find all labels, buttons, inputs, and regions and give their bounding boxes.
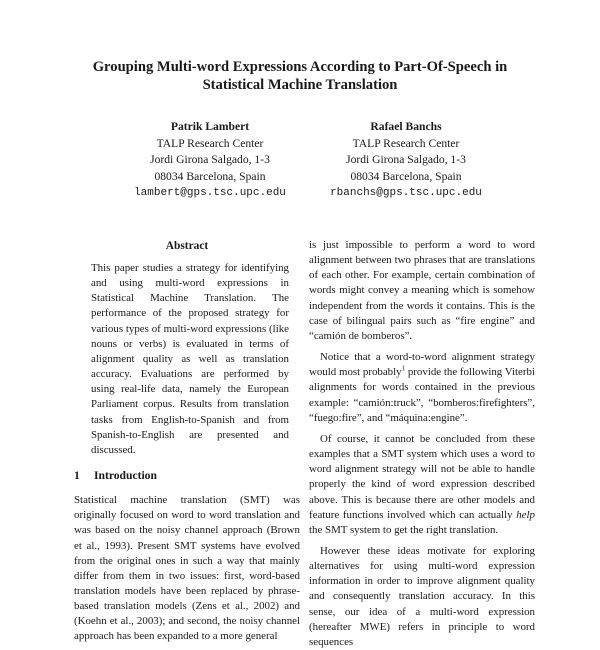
- paragraph-text: the SMT system to get the right translation.: [309, 523, 499, 536]
- body-paragraph-continued: is just impossible to perform a word to word alignment between two phrases that are translations of each other. For example, certain combination of words might convey a meaning which is somehow independent from the words it contains. This is the case of bilingual pairs such as “fire engine” and “camión de bomberos”.: [309, 239, 535, 342]
- intro-paragraph-1: Statistical machine translation (SMT) was originally focused on word to word translation and was based on the noisy channel approach (Brown et al., 1993). Present SMT systems have evolved from the original ones in such a way that mainly differ from them in two issues: first, word-based translation models have been replaced by phrase-based translation models (Zens et al., 2002) and (Koehn et al., 2003); and second, the noisy channel approach has been expanded to a more general: [74, 494, 300, 643]
- author-address-city: 08034 Barcelona, Spain: [350, 169, 462, 183]
- emphasis-text: help: [516, 508, 535, 521]
- title-line-2: Statistical Machine Translation: [202, 77, 398, 93]
- author-name: Rafael Banchs: [370, 120, 442, 133]
- body-paragraph-mwe: However these ideas motivate for exploring alternatives for using multi-word expression information in order to improve alignment quality and consequently translation accuracy. In this sense, our idea of a multi-word expression (hereafter MWE) refers in principle to word sequences: [309, 544, 535, 648]
- body-paragraph-alignment: [309, 350, 535, 426]
- title-line-1: Grouping Multi-word Expressions According to Part-Of-Speech in: [92, 59, 508, 75]
- section-heading-introduction: [74, 468, 300, 484]
- author-name: Patrik Lambert: [170, 120, 250, 133]
- body-paragraph-smt: [309, 432, 535, 538]
- paper-title: [0, 58, 600, 94]
- author-email[interactable]: lambert@gps.tsc.upc.edu: [134, 187, 286, 199]
- left-column: [74, 238, 300, 645]
- author-address-street: Jordi Girona Salgado, 1-3: [346, 153, 466, 166]
- paragraph-text: Of course, it cannot be concluded from these examples that a SMT system which uses a word to word alignment strategy will not be able to handle properly the kind of word expression described above. This is because there are other models and feature functions involved which can actually: [309, 432, 535, 521]
- abstract-heading: Abstract: [165, 240, 209, 252]
- footnote-marker[interactable]: 1: [401, 364, 406, 373]
- right-column: [309, 238, 535, 650]
- author-address-city: 08034 Barcelona, Spain: [154, 169, 266, 183]
- author-address-street: Jordi Girona Salgado, 1-3: [150, 153, 270, 166]
- paragraph-text: provide the following Viterbi alignments for words contained in the previous example: “camión:truck”, “bomberos:firefighters”, “fuego:fire”, and “máquina:engine”.: [309, 366, 535, 424]
- section-number: 1: [74, 469, 80, 483]
- author-block-banchs: [286, 119, 526, 202]
- section-title: Introduction: [94, 469, 157, 483]
- abstract-text: This paper studies a strategy for identifying and using multi-word expressions in Statistical Machine Translation. The performance of the proposed strategy for various types of multi-word expressions (like nouns or verbs) is evaluated in terms of alignment quality as well as translation accuracy. Evaluations are performed by using real-life data, namely the European Parliament corpus. Results from translation tasks from English-to-Spanish and from Spanish-to-English are presented and discussed.: [91, 262, 289, 456]
- author-affiliation: TALP Research Center: [352, 136, 460, 150]
- paragraph-text: Notice that a word-to-word alignment strategy would most probably: [309, 351, 535, 379]
- author-email[interactable]: rbanchs@gps.tsc.upc.edu: [330, 187, 482, 199]
- author-affiliation: TALP Research Center: [156, 136, 264, 150]
